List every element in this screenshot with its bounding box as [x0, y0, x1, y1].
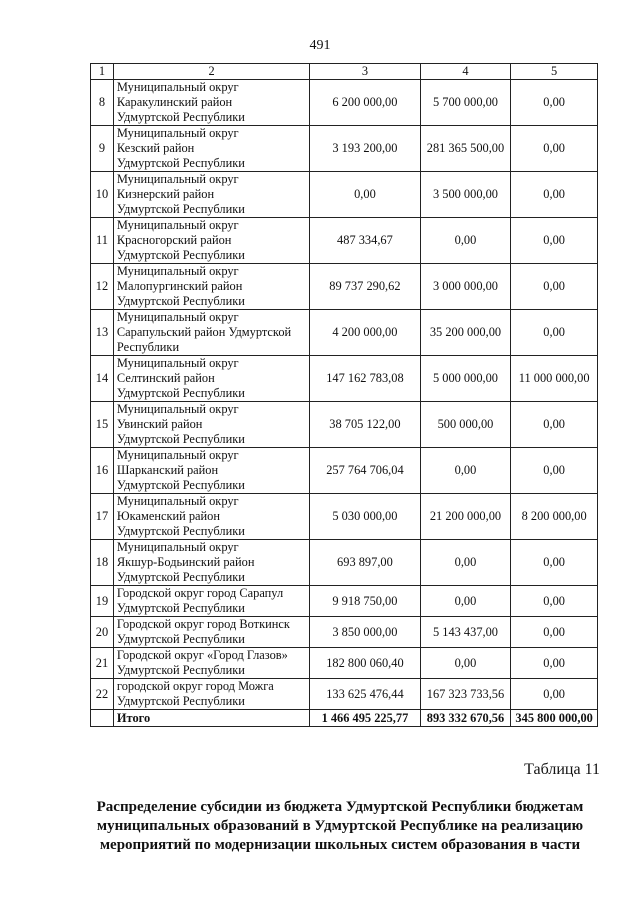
municipality-name-line: Удмуртской Республики	[116, 694, 245, 708]
municipality-name-line: Сарапульский район Удмуртской	[116, 325, 292, 339]
municipality-name-line: Удмуртской Республики	[116, 432, 245, 446]
amount-col-3: 6 200 000,00	[310, 80, 420, 126]
municipality-name-line: Городской округ «Город Глазов»	[116, 648, 288, 662]
municipality-name-line: Муниципальный округ	[116, 310, 239, 324]
municipality-name-line: Кизнерский район	[116, 187, 215, 201]
row-number: 17	[91, 494, 114, 540]
amount-col-3: 693 897,00	[310, 540, 420, 586]
amount-col-4: 3 500 000,00	[420, 172, 511, 218]
table-row	[91, 172, 598, 218]
municipality-name	[113, 586, 309, 617]
header-col-5: 5	[511, 64, 598, 80]
municipality-name	[113, 448, 309, 494]
row-number: 19	[91, 586, 114, 617]
total-label: Итого	[113, 710, 309, 727]
municipality-name	[113, 80, 309, 126]
row-number: 16	[91, 448, 114, 494]
municipality-name-line: Удмуртской Республики	[116, 294, 245, 308]
municipality-name-line: Муниципальный округ	[116, 540, 239, 554]
row-number: 12	[91, 264, 114, 310]
amount-col-4: 0,00	[420, 586, 511, 617]
amount-col-3: 4 200 000,00	[310, 310, 420, 356]
table-row	[91, 80, 598, 126]
municipality-name	[113, 126, 309, 172]
amount-col-5: 0,00	[511, 448, 598, 494]
header-col-4: 4	[420, 64, 511, 80]
amount-col-4: 21 200 000,00	[420, 494, 511, 540]
amount-col-5: 0,00	[511, 264, 598, 310]
municipality-name-line: Муниципальный округ	[116, 172, 239, 186]
municipality-name-line: Каракулинский район	[116, 95, 233, 109]
municipality-name-line: Муниципальный округ	[116, 356, 239, 370]
municipality-name-line: Муниципальный округ	[116, 264, 239, 278]
municipality-name-line: Городской округ город Воткинск	[116, 617, 290, 631]
table-row	[91, 648, 598, 679]
amount-col-5: 0,00	[511, 80, 598, 126]
table-row	[91, 540, 598, 586]
amount-col-5: 0,00	[511, 540, 598, 586]
municipality-name-line: Удмуртской Республики	[116, 110, 245, 124]
header-col-1: 1	[91, 64, 114, 80]
row-number: 14	[91, 356, 114, 402]
amount-col-5: 8 200 000,00	[511, 494, 598, 540]
table-row	[91, 448, 598, 494]
municipality-name	[113, 402, 309, 448]
municipality-name-line: Удмуртской Республики	[116, 601, 245, 615]
amount-col-4: 0,00	[420, 648, 511, 679]
row-number: 18	[91, 540, 114, 586]
municipality-name	[113, 172, 309, 218]
amount-col-5: 0,00	[511, 126, 598, 172]
municipality-name-line: Удмуртской Республики	[116, 202, 245, 216]
total-col-5: 345 800 000,00	[511, 710, 598, 727]
municipality-name-line: Муниципальный округ	[116, 126, 239, 140]
municipality-name	[113, 540, 309, 586]
header-col-3: 3	[310, 64, 420, 80]
municipality-name	[113, 679, 309, 710]
amount-col-3: 182 800 060,40	[310, 648, 420, 679]
amount-col-5: 11 000 000,00	[511, 356, 598, 402]
municipality-name-line: Красногорский район	[116, 233, 232, 247]
municipality-name-line: Якшур-Бодьинский район	[116, 555, 255, 569]
municipality-name-line: Муниципальный округ	[116, 80, 239, 94]
municipality-name-line: Удмуртской Республики	[116, 632, 245, 646]
municipality-name-line: Муниципальный округ	[116, 402, 239, 416]
municipality-name-line: Удмуртской Республики	[116, 248, 245, 262]
municipality-name-line: Удмуртской Республики	[116, 156, 245, 170]
table-row	[91, 586, 598, 617]
total-row	[91, 710, 598, 727]
municipality-name	[113, 648, 309, 679]
amount-col-4: 0,00	[420, 540, 511, 586]
row-number: 21	[91, 648, 114, 679]
title-line: Распределение субсидии из бюджета Удмуртской Республики бюджетам	[96, 799, 584, 815]
row-number: 22	[91, 679, 114, 710]
amount-col-4: 0,00	[420, 218, 511, 264]
amount-col-5: 0,00	[511, 617, 598, 648]
row-number: 20	[91, 617, 114, 648]
municipality-name-line: Удмуртской Республики	[116, 663, 245, 677]
amount-col-3: 0,00	[310, 172, 420, 218]
table-header-row	[91, 64, 598, 80]
section-title	[60, 798, 620, 855]
municipality-name-line: Шарканский район	[116, 463, 219, 477]
municipality-name	[113, 264, 309, 310]
amount-col-5: 0,00	[511, 310, 598, 356]
total-col-3: 1 466 495 225,77	[310, 710, 420, 727]
header-col-2: 2	[113, 64, 309, 80]
row-number: 8	[91, 80, 114, 126]
municipality-name	[113, 356, 309, 402]
municipality-name	[113, 617, 309, 648]
amount-col-3: 487 334,67	[310, 218, 420, 264]
row-number: 13	[91, 310, 114, 356]
municipality-name-line: Муниципальный округ	[116, 218, 239, 232]
municipality-name	[113, 494, 309, 540]
amount-col-4: 35 200 000,00	[420, 310, 511, 356]
amount-col-3: 3 193 200,00	[310, 126, 420, 172]
municipality-name	[113, 310, 309, 356]
amount-col-4: 281 365 500,00	[420, 126, 511, 172]
amount-col-5: 0,00	[511, 402, 598, 448]
municipality-name-line: Удмуртской Республики	[116, 524, 245, 538]
amount-col-3: 3 850 000,00	[310, 617, 420, 648]
amount-col-3: 257 764 706,04	[310, 448, 420, 494]
amount-col-4: 5 143 437,00	[420, 617, 511, 648]
municipality-name-line: Кезский район	[116, 141, 195, 155]
amount-col-4: 3 000 000,00	[420, 264, 511, 310]
amount-col-3: 5 030 000,00	[310, 494, 420, 540]
table-row	[91, 218, 598, 264]
table-row	[91, 617, 598, 648]
amount-col-4: 167 323 733,56	[420, 679, 511, 710]
amount-col-4: 5 700 000,00	[420, 80, 511, 126]
amount-col-3: 89 737 290,62	[310, 264, 420, 310]
table-row	[91, 264, 598, 310]
amount-col-3: 147 162 783,08	[310, 356, 420, 402]
municipality-name-line: Удмуртской Республики	[116, 570, 245, 584]
municipality-name-line: Юкаменский район	[116, 509, 220, 523]
row-number: 11	[91, 218, 114, 264]
municipality-name-line: Республики	[116, 340, 180, 354]
row-number: 10	[91, 172, 114, 218]
amount-col-3: 133 625 476,44	[310, 679, 420, 710]
municipality-name-line: Удмуртской Республики	[116, 478, 245, 492]
amount-col-5: 0,00	[511, 172, 598, 218]
amount-col-4: 500 000,00	[420, 402, 511, 448]
municipality-name-line: Удмуртской Республики	[116, 386, 245, 400]
total-empty-cell	[91, 710, 114, 727]
amount-col-4: 0,00	[420, 448, 511, 494]
amount-col-4: 5 000 000,00	[420, 356, 511, 402]
municipality-name-line: Увинский район	[116, 417, 203, 431]
municipality-name-line: Городской округ город Сарапул	[116, 586, 284, 600]
municipality-name-line: Муниципальный округ	[116, 448, 239, 462]
row-number: 9	[91, 126, 114, 172]
amount-col-3: 38 705 122,00	[310, 402, 420, 448]
amount-col-5: 0,00	[511, 679, 598, 710]
table-row	[91, 126, 598, 172]
table-row	[91, 356, 598, 402]
table-row	[91, 494, 598, 540]
table-row	[91, 679, 598, 710]
municipality-name-line: городской округ город Можга	[116, 679, 274, 693]
municipality-name	[113, 218, 309, 264]
amount-col-5: 0,00	[511, 586, 598, 617]
table-row	[91, 310, 598, 356]
municipality-name-line: Муниципальный округ	[116, 494, 239, 508]
municipality-name-line: Селтинский район	[116, 371, 215, 385]
amount-col-5: 0,00	[511, 218, 598, 264]
title-line: муниципальных образований в Удмуртской Республике на реализацию	[96, 818, 584, 834]
subsidy-table	[90, 63, 598, 727]
amount-col-3: 9 918 750,00	[310, 586, 420, 617]
row-number: 15	[91, 402, 114, 448]
title-line: мероприятий по модернизации школьных систем образования в части	[99, 837, 581, 853]
table-label: Таблица 11	[524, 761, 600, 778]
table-row	[91, 402, 598, 448]
page-number: 491	[309, 38, 331, 53]
amount-col-5: 0,00	[511, 648, 598, 679]
total-col-4: 893 332 670,56	[420, 710, 511, 727]
municipality-name-line: Малопургинский район	[116, 279, 243, 293]
